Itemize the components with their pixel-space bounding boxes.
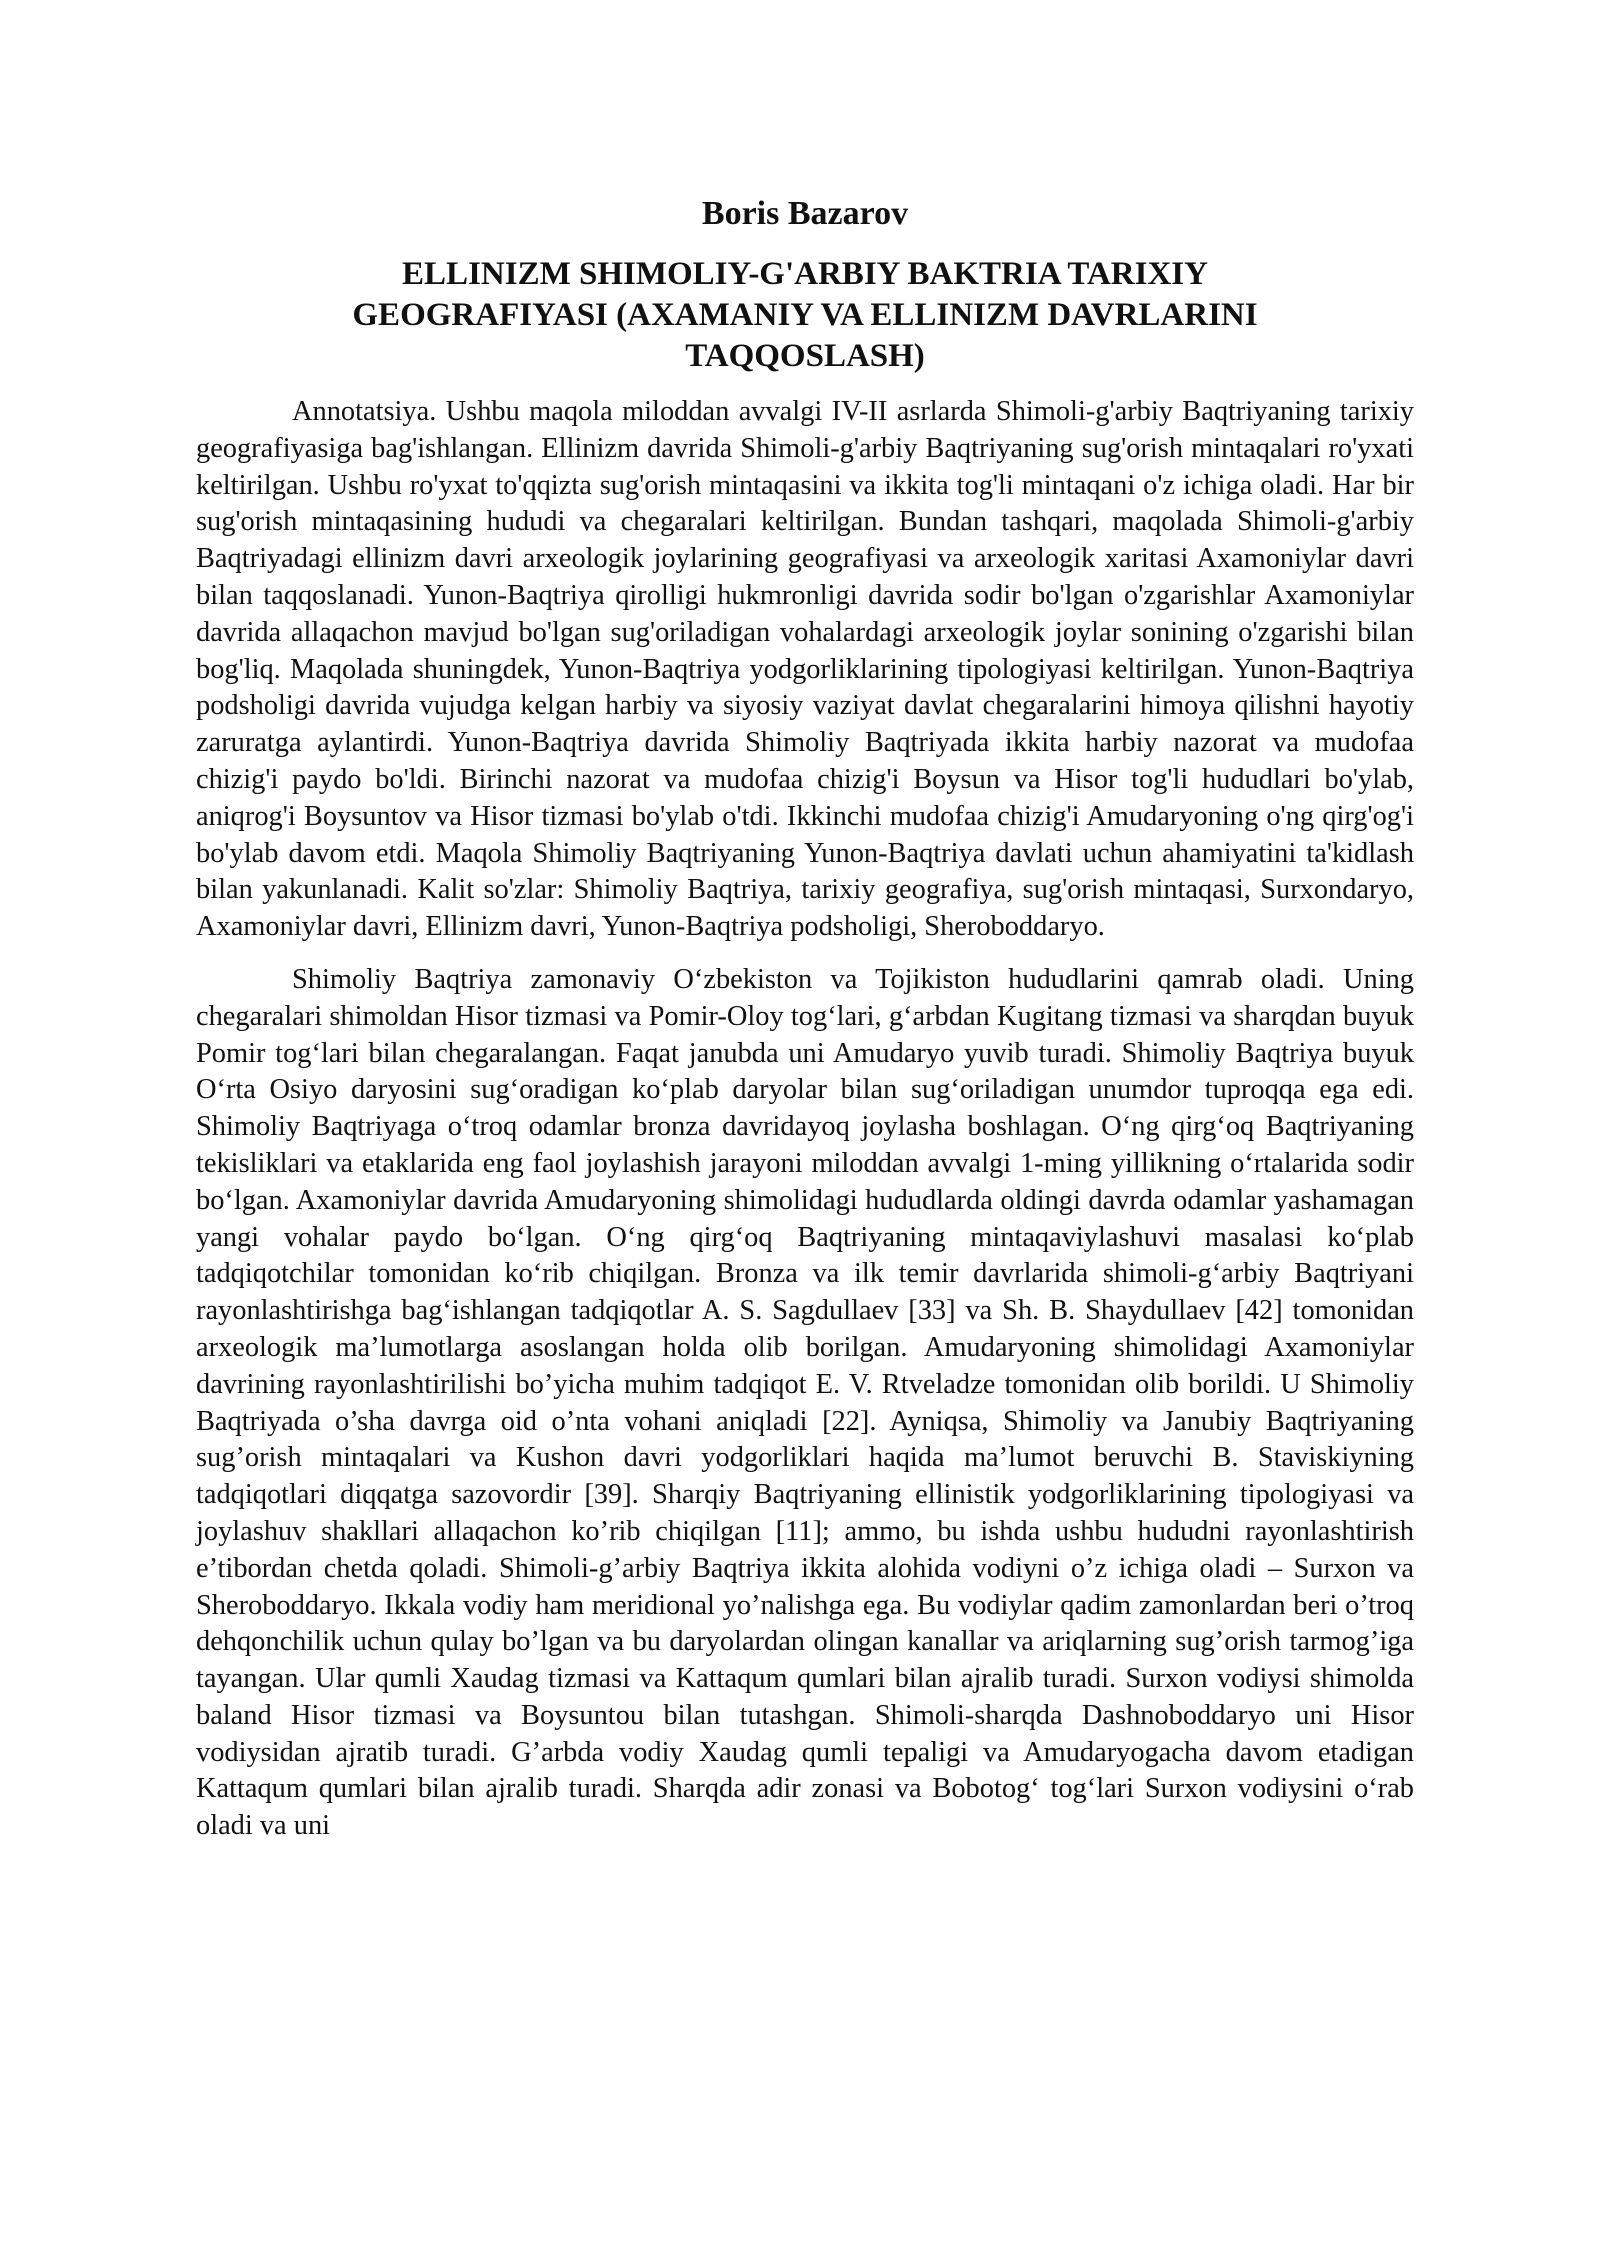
author-name: Boris Bazarov [701,195,909,232]
document-page [196,190,1414,1845]
article-title [196,254,1414,377]
title-line: TAQQOSLASH) [685,338,925,374]
body-paragraph: Shimoliy Baqtriya zamonaviy O‘zbekiston va Tojikiston hududlarini qamrab oladi. Uning chegaralari shimoldan Hisor tizmasi va Pomir-Oloy tog‘lari, g‘arbdan Kugitang tizmasi va sharqdan buyuk Pomir tog‘lari bilan chegaralangan. Faqat janubda uni Amudaryo yuvib turadi. Shimoliy Baqtriya buyuk O‘rta Osiyo daryosini sug‘oradigan ko‘plab daryolar bilan sug‘oriladigan unumdor tuproqqa ega edi. Shimoliy Baqtriyaga o‘troq odamlar bronza davridayoq joylasha boshlagan. O‘ng qirg‘oq Baqtriyaning tekisliklari va etaklarida eng faol joylashish jarayoni miloddan avvalgi 1-ming yillikning o‘rtalarida sodir bo‘lgan. Axamoniylar davrida Amudaryoning shimolidagi hududlarda oldingi davrda odamlar yashamagan yangi vohalar paydo bo‘lgan. O‘ng qirg‘oq Baqtriyaning mintaqaviylashuvi masalasi ko‘plab tadqiqotchilar tomonidan ko‘rib chiqilgan. Bronza va ilk temir davrlarida shimoli-g‘arbiy Baqtriyani rayonlashtirishga bag‘ishlangan tadqiqotlar A. S. Sagdullaev [33] va Sh. B. Shaydullaev [42] tomonidan arxeologik ma’lumotlarga asoslangan holda olib borilgan. Amudaryoning shimolidagi Axamoniylar davrining rayonlashtirilishi bo’yicha muhim tadqiqot E. V. Rtveladze tomonidan olib borildi. U Shimoliy Baqtriyada o’sha davrga oid o’nta vohani aniqladi [22]. Ayniqsa, Shimoliy va Janubiy Baqtriyaning sug’orish mintaqalari va Kushon davri yodgorliklari haqida ma’lumot beruvchi B. Staviskiyning tadqiqotlari diqqatga sazovordir [39]. Sharqiy Baqtriyaning ellinistik yodgorliklarining tipologiyasi va joylashuv shakllari allaqachon ko’rib chiqilgan [11]; ammo, bu ishda ushbu hududni rayonlashtirish e’tibordan chetda qoladi. Shimoli-g’arbiy Baqtriya ikkita alohida vodiyni o’z ichiga oladi – Surxon va Sheroboddaryo. Ikkala vodiy ham meridional yo’nalishga ega. Bu vodiylar qadim zamonlardan beri o’troq dehqonchilik uchun qulay bo’lgan va bu daryolardan olingan kanallar va ariqlarning sug’orish tarmog’iga tayangan. Ular qumli Xaudag tizmasi va Kattaqum qumlari bilan ajralib turadi. Surxon vodiysi shimolda baland Hisor tizmasi va Boysuntou bilan tutashgan. Shimoli-sharqda Dashnoboddaryo uni Hisor vodiysidan ajratib turadi. G’arbda vodiy Xaudag qumli tepaligi va Amudaryogacha davom etadigan Kattaqum qumlari bilan ajralib turadi. Sharqda adir zonasi va Bobotog‘ tog‘lari Surxon vodiysini o‘rab oladi va uni [196,963,1414,1842]
title-line: ELLINIZM SHIMOLIY-G'ARBIY BAKTRIA TARIXIY [402,256,1208,292]
title-line: GEOGRAFIYASI (AXAMANIY VA ELLINIZM DAVRLARINI [352,297,1258,333]
abstract-paragraph: Annotatsiya. Ushbu maqola miloddan avvalgi IV-II asrlarda Shimoli-g'arbiy Baqtriyaning tarixiy geografiyasiga bag'ishlangan. Ellinizm davrida Shimoli-g'arbiy Baqtriyaning sug'orish mintaqalari ro'yxati keltirilgan. Ushbu ro'yxat to'qqizta sug'orish mintaqasini va ikkita tog'li mintaqani o'z ichiga oladi. Har bir sug'orish mintaqasining hududi va chegaralari keltirilgan. Bundan tashqari, maqolada Shimoli-g'arbiy Baqtriyadagi ellinizm davri arxeologik joylarining geografiyasi va arxeologik xaritasi Axamoniylar davri bilan taqqoslanadi. Yunon-Baqtriya qirolligi hukmronligi davrida sodir bo'lgan o'zgarishlar Axamoniylar davrida allaqachon mavjud bo'lgan sug'oriladigan vohalardagi arxeologik joylar sonining o'zgarishi bilan bog'liq. Maqolada shuningdek, Yunon-Baqtriya yodgorliklarining tipologiyasi keltirilgan. Yunon-Baqtriya podsholigi davrida vujudga kelgan harbiy va siyosiy vaziyat davlat chegaralarini himoya qilishni hayotiy zaruratga aylantirdi. Yunon-Baqtriya davrida Shimoliy Baqtriyada ikkita harbiy nazorat va mudofaa chizig'i paydo bo'ldi. Birinchi nazorat va mudofaa chizig'i Boysun va Hisor tog'li hududlari bo'ylab, aniqrog'i Boysuntov va Hisor tizmasi bo'ylab o'tdi. Ikkinchi mudofaa chizig'i Amudaryoning o'ng qirg'og'i bo'ylab davom etdi. Maqola Shimoliy Baqtriyaning Yunon-Baqtriya davlati uchun ahamiyatini ta'kidlash bilan yakunlanadi. Kalit so'zlar: Shimoliy Baqtriya, tarixiy geografiya, sug'orish mintaqasi, Surxondaryo, Axamoniylar davri, Ellinizm davri, Yunon-Baqtriya podsholigi, Sheroboddaryo. [196,396,1414,943]
